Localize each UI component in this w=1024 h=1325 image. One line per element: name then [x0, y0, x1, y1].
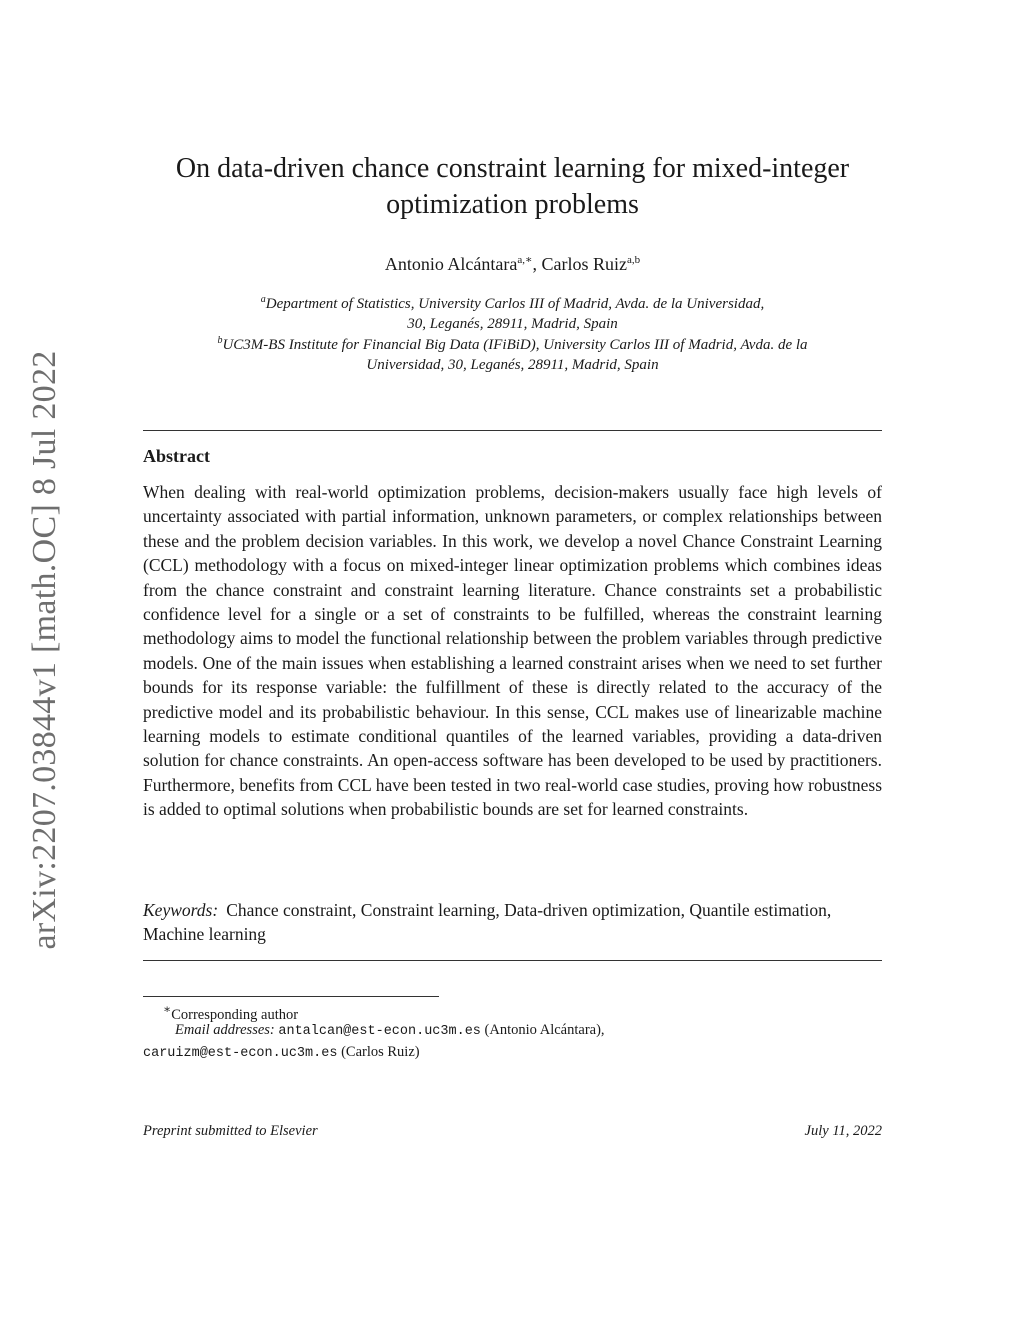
- affiliation-b: [145, 331, 880, 375]
- preprint-note: Preprint submitted to Elsevier: [143, 1123, 318, 1139]
- email-owner: (Carlos Ruiz): [337, 1044, 420, 1060]
- affiliation-text: Department of Statistics, University Carlos III of Madrid, Avda. de la Universidad,: [265, 296, 765, 312]
- keywords-label: Keywords:: [143, 900, 219, 920]
- affiliation-a: [145, 290, 880, 334]
- affiliation-mark: a: [260, 294, 266, 305]
- author-separator: ,: [532, 254, 542, 274]
- email-owner: (Antonio Alcántara),: [480, 1022, 605, 1038]
- author-name: Antonio Alcántara: [384, 254, 518, 274]
- affiliation-text: 30, Leganés, 28911, Madrid, Spain: [407, 316, 618, 332]
- arxiv-identifier: arXiv:2207.03844v1 [math.OC] 8 Jul 2022: [26, 350, 63, 950]
- footnote-rule: [143, 996, 439, 997]
- abstract-body: When dealing with real-world optimization problems, decision-makers usually face high levels of uncertainty associated with partial information, unknown parameters, or complex relationships between these and the problem decision variables. In this work, we develop a novel Chance Constraint Learning (CCL) methodology with a focus on mixed-integer linear optimization problems which combines ideas from the chance constraint and constraint learning literature. Chance constraints set a probabilistic confidence level for a single or a set of constraints to be fulfilled, whereas the constraint learning methodology aims to model the functional relationship between the problem variables through predictive models. One of the main issues when establishing a learned constraint arises when we need to set further bounds for its response variable: the fulfillment of these is directly related to the accuracy of the predictive model and its probabilistic behaviour. In this sense, CCL makes use of linearizable machine learning models to estimate conditional quantiles of the learned variables, providing a data-driven solution for chance constraints. An open-access software has been developed to be used by practitioners. Furthermore, benefits from CCL have been tested in two real-world case studies, proving how robustness is added to optimal solutions when probabilistic bounds are set for learned constraints.: [143, 482, 882, 820]
- keywords: [143, 898, 882, 947]
- author-list: [145, 253, 880, 275]
- email-footnote: [143, 1020, 882, 1064]
- email-link[interactable]: antalcan@est-econ.uc3m.es: [278, 1024, 481, 1039]
- abstract-bottom-rule: [143, 960, 882, 961]
- email-link[interactable]: caruizm@est-econ.uc3m.es: [143, 1046, 338, 1061]
- author-affiliation-mark: a,b: [626, 254, 641, 266]
- abstract-top-rule: [143, 430, 882, 431]
- affiliation-text: Universidad, 30, Leganés, 28911, Madrid, Spain: [366, 357, 659, 373]
- footnote-text: Corresponding author: [171, 1006, 299, 1023]
- title-line-1: On data-driven chance constraint learning for mixed-integer: [175, 153, 850, 184]
- abstract-heading: Abstract: [143, 446, 210, 466]
- author-affiliation-mark: a,∗: [517, 254, 533, 266]
- preprint-date: July 11, 2022: [804, 1123, 882, 1139]
- title-line-2: optimization problems: [386, 189, 639, 220]
- keywords-text: Chance constraint, Constraint learning, Data-driven optimization, Quantile estimation, Machine learning: [143, 900, 832, 945]
- footnote-mark: ∗: [163, 1002, 172, 1016]
- author-name: Carlos Ruiz: [541, 254, 627, 274]
- affiliation-mark: b: [217, 335, 223, 346]
- affiliation-text: UC3M-BS Institute for Financial Big Data (IFiBiD), University Carlos III of Madrid, Avda. de la: [222, 337, 808, 353]
- arxiv-sidebar: [20, 345, 70, 955]
- paper-title: [145, 151, 880, 223]
- email-label: Email addresses:: [175, 1022, 275, 1038]
